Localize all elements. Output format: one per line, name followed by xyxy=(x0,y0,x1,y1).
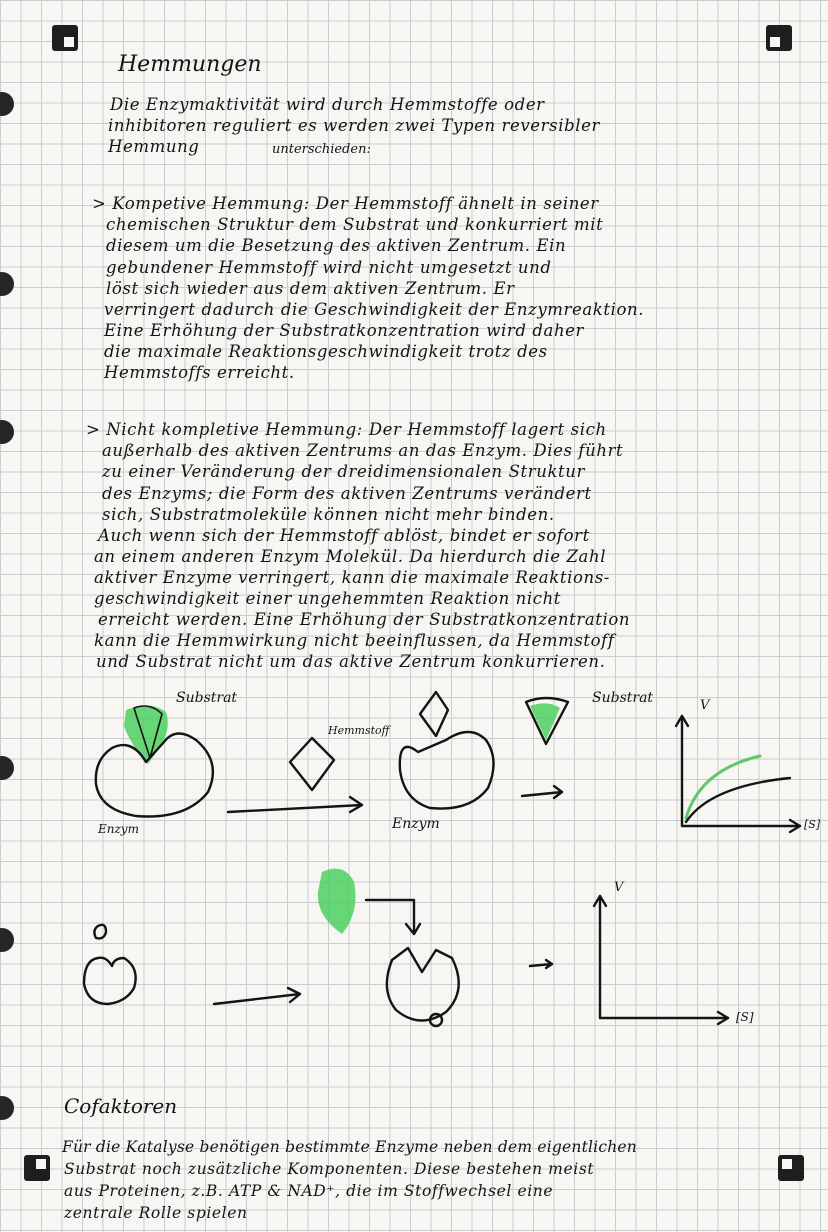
graph2-y-label: V xyxy=(614,880,624,895)
noncompetitive-line: kann die Hemmwirkung nicht beeinflussen, da Hemmstoff xyxy=(94,631,615,650)
cofactors-line: Substrat noch zusätzliche Komponenten. Diese bestehen meist xyxy=(64,1160,595,1178)
graph1-y-label: V xyxy=(700,698,710,713)
intro-line: inhibitoren reguliert es werden zwei Typen reversibler xyxy=(108,116,600,135)
graph1-curve-inhibited xyxy=(686,778,790,822)
competitive-line: Hemmstoffs erreicht. xyxy=(104,363,295,382)
competitive-line: Eine Erhöhung der Substratkonzentration wird daher xyxy=(104,321,585,340)
noncompetitive-line: an einem anderen Enzym Molekül. Da hierdurch die Zahl xyxy=(94,547,607,566)
label-hemmstoff: Hemmstoff xyxy=(328,724,390,737)
noncompetitive-line: geschwindigkeit einer ungehemmten Reaktion nicht xyxy=(94,589,562,608)
competitive-line: verringert dadurch die Geschwindigkeit der Enzymreaktion. xyxy=(104,300,645,319)
inhibitor-bound xyxy=(420,692,448,736)
enzyme-shape-inhibited xyxy=(400,732,494,809)
label-substrat: Substrat xyxy=(176,690,238,706)
arrow-line xyxy=(228,805,362,812)
noncompetitive-line: sich, Substratmoleküle können nicht mehr binden. xyxy=(102,505,555,524)
noncompetitive-line: des Enzyms; die Form des aktiven Zentrums verändert xyxy=(102,484,592,503)
enzyme-shape-deformed xyxy=(387,948,459,1021)
noncompetitive-line: außerhalb des aktiven Zentrums an das Enzym. Dies führt xyxy=(102,441,624,460)
cofactors-line: zentrale Rolle spielen xyxy=(64,1204,248,1222)
hemmstoff-small-shape xyxy=(94,925,106,939)
noncompetitive-line: und Substrat nicht um das aktive Zentrum konkurrieren. xyxy=(96,652,606,671)
competitive-line: die maximale Reaktionsgeschwindigkeit trotz des xyxy=(104,342,548,361)
cofactors-title: Cofaktoren xyxy=(64,1094,178,1118)
competitive-line: diesem um die Besetzung des aktiven Zentrum. Ein xyxy=(106,236,567,255)
label-substrat-2: Substrat xyxy=(592,690,654,706)
intro-line: unterschieden: xyxy=(272,142,371,157)
substrate-highlight-3 xyxy=(318,869,356,934)
label-enzym-2: Enzym xyxy=(392,816,440,832)
noncompetitive-line: > Nicht kompletive Hemmung: Der Hemmstoff lagert sich xyxy=(86,420,607,439)
competitive-line: gebundener Hemmstoff wird nicht umgesetzt und xyxy=(106,258,552,277)
intro-line: Hemmung xyxy=(108,137,200,156)
noncompetitive-line: erreicht werden. Eine Erhöhung der Substratkonzentration xyxy=(98,610,631,629)
intro-line: Die Enzymaktivität wird durch Hemmstoffe oder xyxy=(110,95,545,114)
noncompetitive-line: zu einer Veränderung der dreidimensionalen Struktur xyxy=(102,462,585,481)
page-title: Hemmungen xyxy=(118,52,262,77)
noncompetitive-line: aktiver Enzyme verringert, kann die maximale Reaktions- xyxy=(94,568,610,587)
arrow-line xyxy=(214,994,300,1004)
enzyme-shape-small xyxy=(84,958,136,1004)
label-enzym-1: Enzym xyxy=(98,822,139,836)
graph1-x-label: [S] xyxy=(804,818,821,831)
competitive-line: > Kompetive Hemmung: Der Hemmstoff ähnelt in seiner xyxy=(92,194,599,213)
noncompetitive-line: Auch wenn sich der Hemmstoff ablöst, bindet er sofort xyxy=(98,526,590,545)
graph2-x-label: [S] xyxy=(736,1010,754,1024)
cofactors-line: aus Proteinen, z.B. ATP & NAD⁺, die im Stoffwechsel eine xyxy=(64,1182,554,1200)
binding-arrow xyxy=(366,900,414,934)
hemmstoff-shape xyxy=(290,738,334,790)
cofactors-line: Für die Katalyse benötigen bestimmte Enzyme neben dem eigentlichen xyxy=(62,1138,637,1156)
competitive-line: löst sich wieder aus dem aktiven Zentrum. Er xyxy=(106,279,515,298)
competitive-line: chemischen Struktur dem Substrat und konkurriert mit xyxy=(106,215,604,234)
